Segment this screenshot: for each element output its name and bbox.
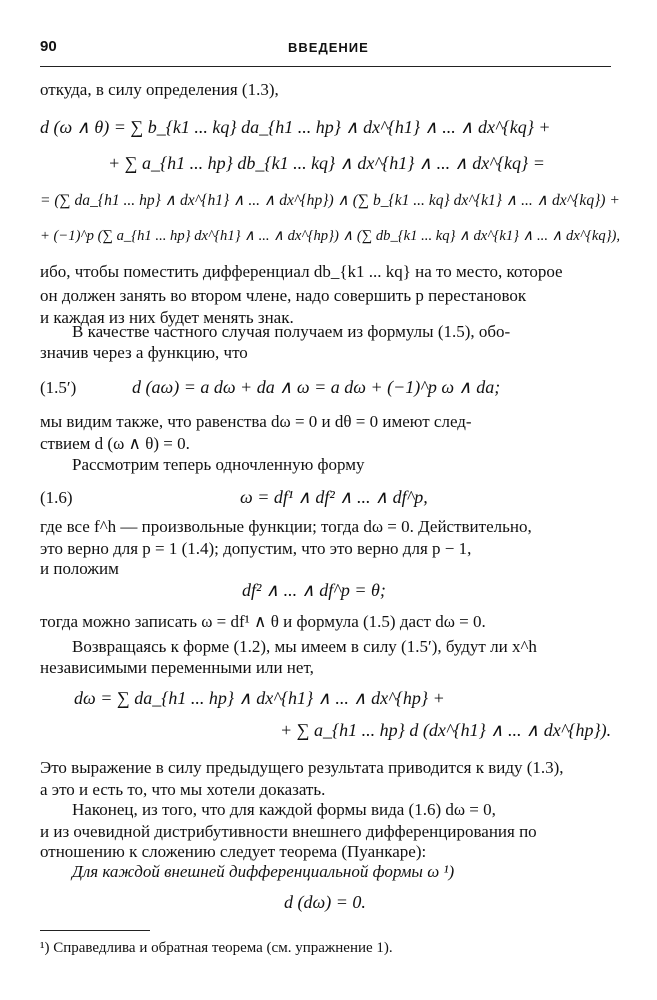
footnote-rule	[40, 930, 150, 931]
text-line: ибо, чтобы поместить дифференциал db_{k1 ... kq} на то место, которое	[40, 262, 563, 281]
text-line: отношению к сложению следует теорема (Пуанкаре):	[40, 842, 427, 861]
equation-line: ω = df¹ ∧ df² ∧ ... ∧ df^p,	[240, 487, 428, 507]
equation-label: (1.6)	[40, 488, 73, 507]
text-line: Это выражение в силу предыдущего результата приводится к виду (1.3),	[40, 758, 564, 777]
page-number: 90	[40, 38, 57, 55]
text-line: это верно для p = 1 (1.4); допустим, что это верно для p − 1,	[40, 539, 472, 558]
equation-line: d (aω) = a dω + da ∧ ω = a dω + (−1)^p ω ∧ da;	[132, 377, 501, 397]
text-line: Наконец, из того, что для каждой формы вида (1.6) dω = 0,	[72, 800, 496, 819]
text-line: ствием d (ω ∧ θ) = 0.	[40, 434, 190, 453]
equation-line: + ∑ a_{h1 ... hp} d (dx^{h1} ∧ ... ∧ dx^{hp}).	[280, 720, 612, 740]
equation-line: dω = ∑ da_{h1 ... hp} ∧ dx^{h1} ∧ ... ∧ dx^{hp} +	[74, 688, 445, 708]
text-line: Рассмотрим теперь одночленную форму	[72, 455, 365, 474]
footnote: ¹) Справедлива и обратная теорема (см. упражнение 1).	[40, 940, 393, 956]
equation-line: = (∑ da_{h1 ... hp} ∧ dx^{h1} ∧ ... ∧ dx^{hp}) ∧ (∑ b_{k1 ... kq} dx^{k1} ∧ ... ∧ dx^{kq}) +	[40, 192, 620, 209]
running-title: ВВЕДЕНИЕ	[288, 40, 369, 55]
text-line: независимыми переменными или нет,	[40, 658, 314, 677]
text-line: и положим	[40, 559, 119, 578]
text-line: и из очевидной дистрибутивности внешнего дифференцирования по	[40, 822, 537, 841]
text-line: а это и есть то, что мы хотели доказать.	[40, 780, 326, 799]
theorem-statement: Для каждой внешней дифференциальной формы ω ¹)	[72, 862, 455, 881]
equation-line: + ∑ a_{h1 ... hp} db_{k1 ... kq} ∧ dx^{h1} ∧ ... ∧ dx^{kq} =	[108, 153, 545, 173]
text-line: тогда можно записать ω = df¹ ∧ θ и формула (1.5) даст dω = 0.	[40, 612, 486, 631]
text-line: он должен занять во втором члене, надо совершить p перестановок	[40, 286, 527, 305]
equation-line: d (dω) = 0.	[284, 892, 366, 912]
text-line: и каждая из них будет менять знак.	[40, 308, 294, 327]
equation-label: (1.5′)	[40, 378, 77, 397]
equation-line: df² ∧ ... ∧ df^p = θ;	[242, 580, 386, 600]
equation-line: d (ω ∧ θ) = ∑ b_{k1 ... kq} da_{h1 ... hp} ∧ dx^{h1} ∧ ... ∧ dx^{kq} +	[40, 117, 551, 137]
text-line: мы видим также, что равенства dω = 0 и dθ = 0 имеют след-	[40, 412, 472, 431]
text-line: значив через a функцию, что	[40, 343, 248, 362]
header-rule	[40, 66, 611, 67]
equation-line: + (−1)^p (∑ a_{h1 ... hp} dx^{h1} ∧ ... ∧ dx^{hp}) ∧ (∑ db_{k1 ... kq} ∧ dx^{k1} ∧ ... ∧ dx^{kq}),	[40, 228, 621, 244]
text-line: где все f^h — произвольные функции; тогда dω = 0. Действительно,	[40, 517, 532, 536]
text-line: откуда, в силу определения (1.3),	[40, 80, 279, 99]
text-line: В качестве частного случая получаем из формулы (1.5), обо-	[72, 322, 511, 341]
text-line: Возвращаясь к форме (1.2), мы имеем в силу (1.5′), будут ли x^h	[72, 637, 537, 656]
